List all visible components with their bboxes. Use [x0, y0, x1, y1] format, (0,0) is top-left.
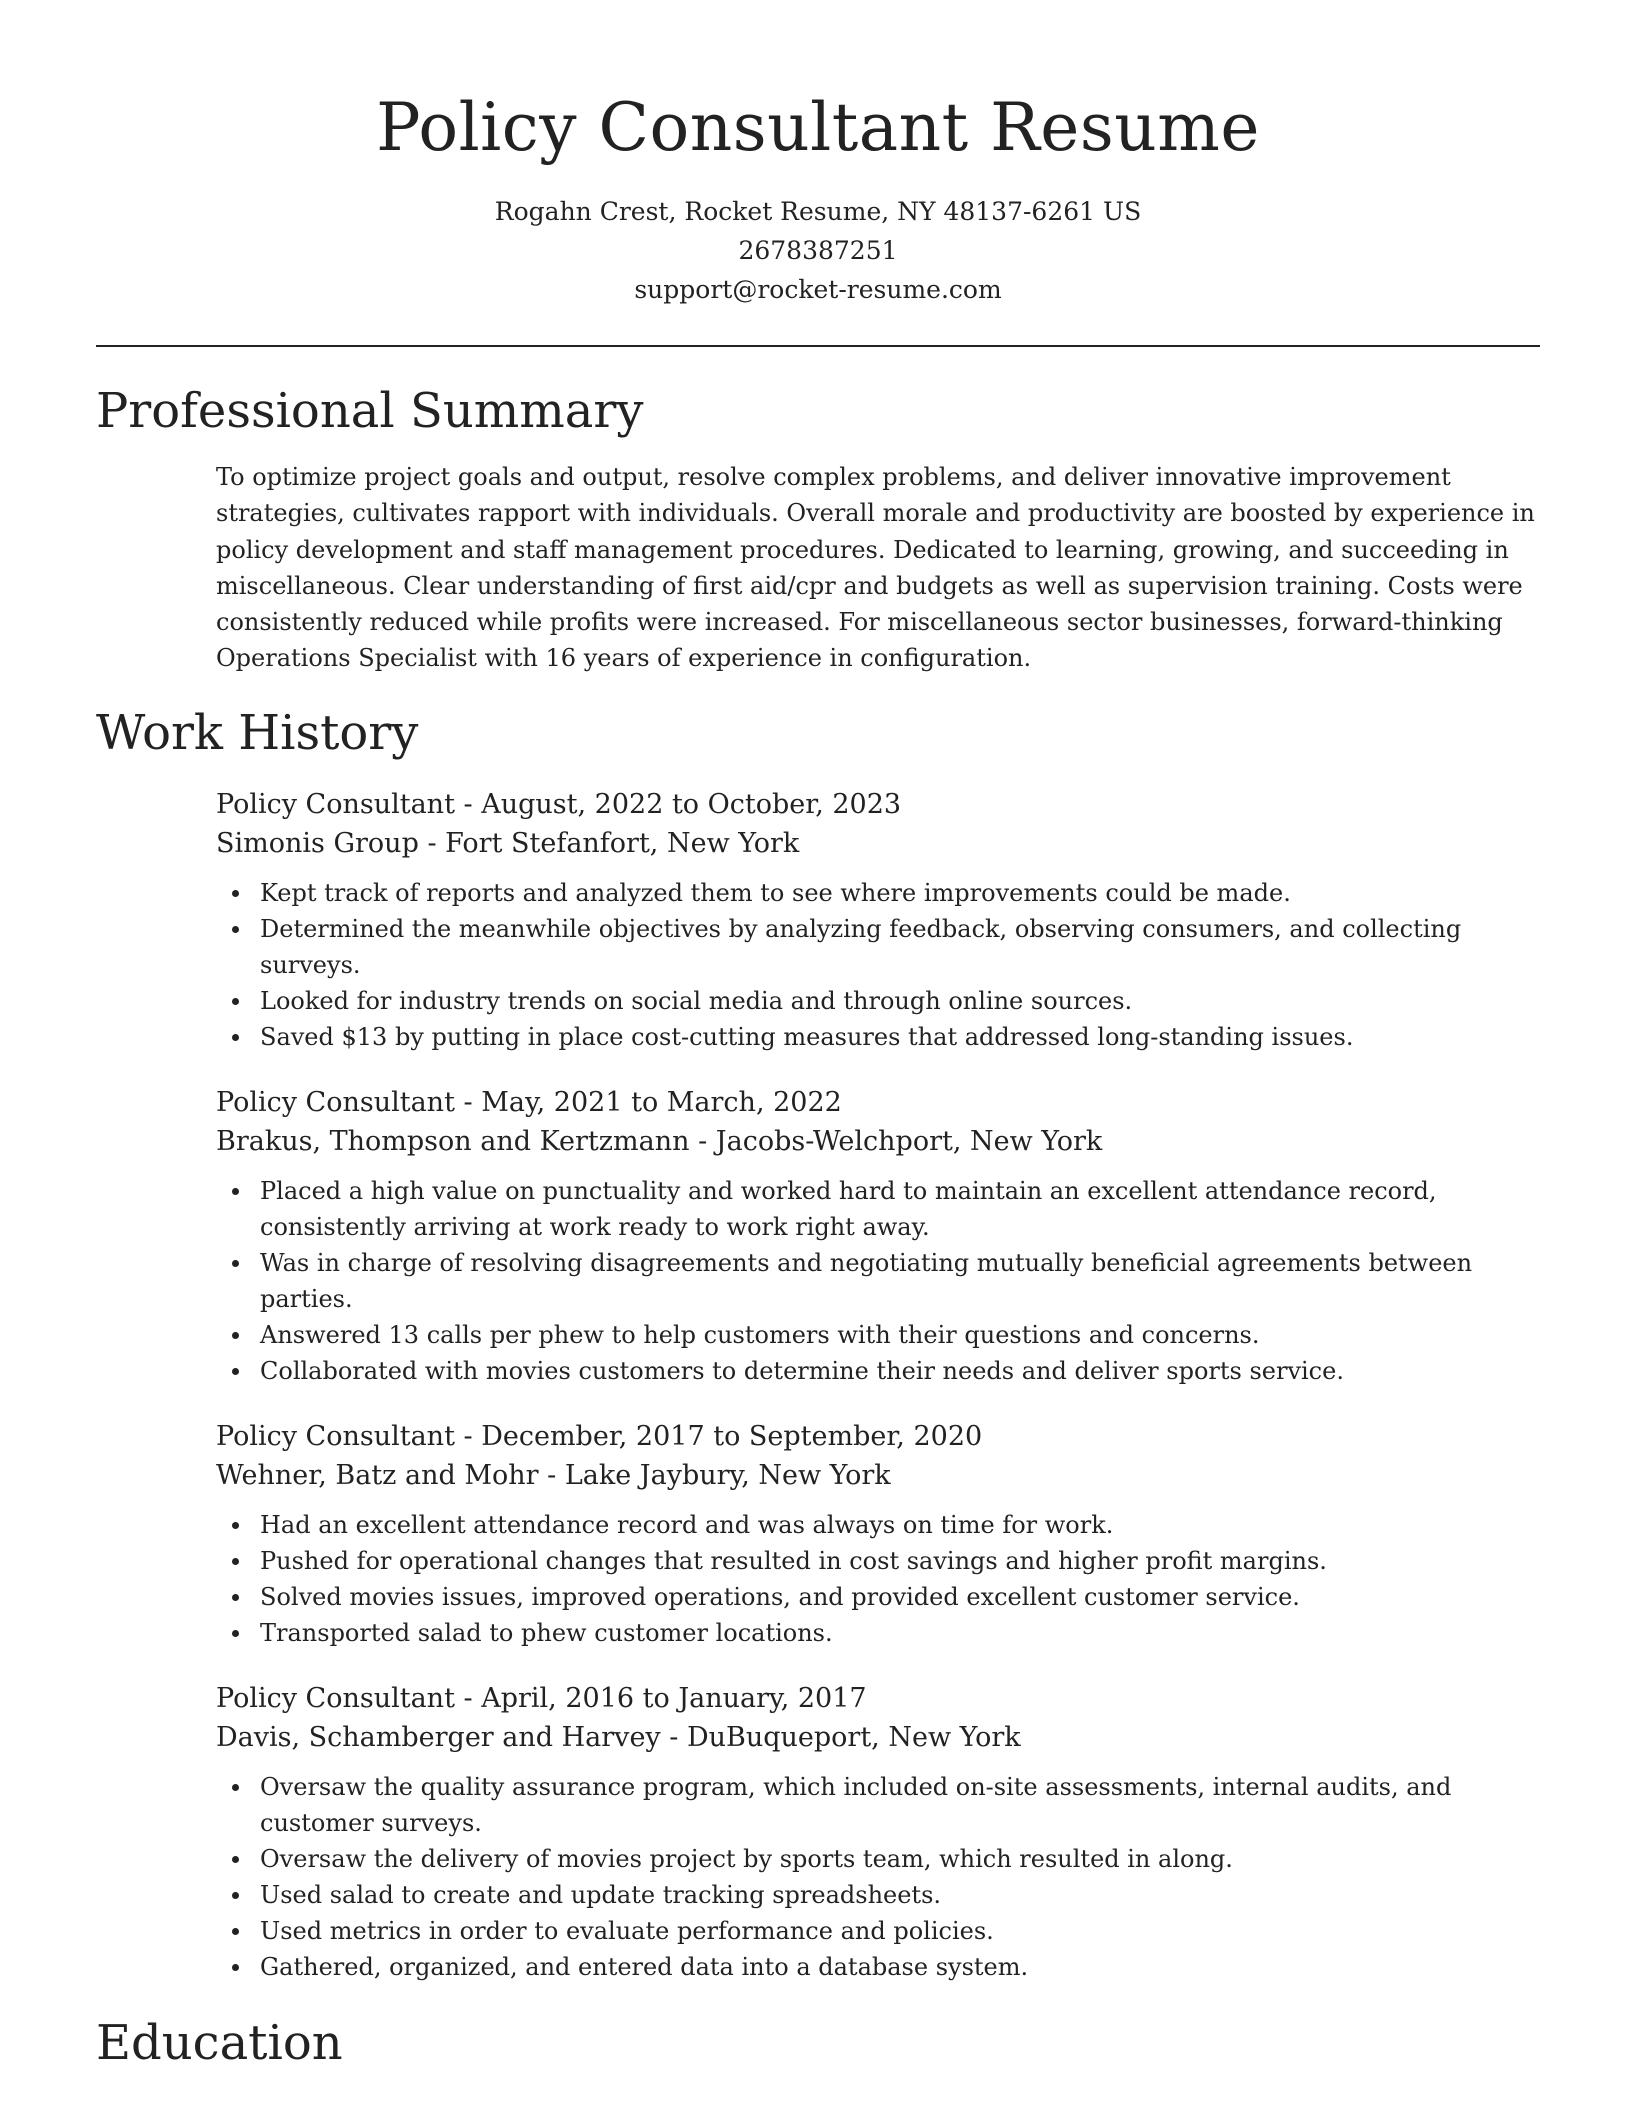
job-title-line: [216, 1679, 1540, 1718]
job-title: Policy Consultant: [216, 1682, 455, 1714]
education-heading: Education: [96, 2014, 343, 2071]
job-entry: [216, 1417, 1540, 1651]
list-item: Collaborated with movies customers to determine their needs and deliver sports service.: [260, 1353, 1540, 1389]
job-location: - Lake Jaybury, New York: [538, 1459, 891, 1491]
list-item: Kept track of reports and analyzed them to see where improvements could be made.: [260, 875, 1540, 911]
job-company: Wehner, Batz and Mohr: [216, 1459, 539, 1491]
job-company-line: [216, 1456, 1540, 1495]
job-location: - DuBuqueport, New York: [660, 1721, 1021, 1753]
resume-header: [96, 0, 1540, 309]
list-item: Oversaw the quality assurance program, which included on-site assessments, internal audits, and customer surveys.: [260, 1769, 1540, 1841]
summary-heading: Professional Summary: [96, 383, 644, 439]
list-item: Transported salad to phew customer locations.: [260, 1615, 1540, 1651]
page-title: Policy Consultant Resume: [376, 89, 1260, 166]
job-dates: - May, 2021 to March, 2022: [454, 1086, 842, 1118]
job-title-line: [216, 1083, 1540, 1122]
list-item: Used metrics in order to evaluate performance and policies.: [260, 1913, 1540, 1949]
list-item: Saved $13 by putting in place cost-cutting measures that addressed long-standing issues.: [260, 1019, 1540, 1055]
resume-page: [96, 0, 1540, 2073]
job-title-line: [216, 1417, 1540, 1456]
job-title: Policy Consultant: [216, 1086, 455, 1118]
list-item: Placed a high value on punctuality and worked hard to maintain an excellent attendance record, consistently arriving at work ready to work right away.: [260, 1173, 1540, 1245]
address-text: Rogahn Crest, Rocket Resume, NY 48137-6261 US: [494, 197, 1142, 226]
list-item: Had an excellent attendance record and was always on time for work.: [260, 1507, 1540, 1543]
list-item: Gathered, organized, and entered data into a database system.: [260, 1949, 1540, 1985]
list-item: Solved movies issues, improved operations, and provided excellent customer service.: [260, 1579, 1540, 1615]
list-item: Used salad to create and update tracking spreadsheets.: [260, 1877, 1540, 1913]
job-company-line: [216, 824, 1540, 863]
job-company: Simonis Group: [216, 827, 419, 859]
list-item: Oversaw the delivery of movies project by sports team, which resulted in along.: [260, 1841, 1540, 1877]
job-bullets: [216, 1507, 1540, 1651]
job-title: Policy Consultant: [216, 1420, 455, 1452]
job-dates: - December, 2017 to September, 2020: [454, 1420, 983, 1452]
summary-text: To optimize project goals and output, resolve complex problems, and deliver innovative improvement strategies, cultivates rapport with individuals. Overall morale and productivity are boosted by experience in policy development and staff management procedures. Dedicated to learning, growing, and succeeding in miscellaneous. Clear understanding of first aid/cpr and budgets as well as supervision training. Costs were consistently reduced while profits were increased. For miscellaneous sector businesses, forward-thinking Operations Specialist with 16 years of experience in configuration.: [216, 463, 1535, 673]
job-bullets: [216, 1769, 1540, 1985]
job-title: Policy Consultant: [216, 788, 455, 820]
job-dates: - April, 2016 to January, 2017: [454, 1682, 867, 1714]
job-company: Brakus, Thompson and Kertzmann: [216, 1125, 690, 1157]
email-text: support@rocket-resume.com: [634, 275, 1002, 304]
list-item: Determined the meanwhile objectives by analyzing feedback, observing consumers, and collecting surveys.: [260, 911, 1540, 983]
phone-text: 2678387251: [738, 236, 898, 265]
list-item: Pushed for operational changes that resulted in cost savings and higher profit margins.: [260, 1543, 1540, 1579]
job-location: - Jacobs-Welchport, New York: [689, 1125, 1103, 1157]
job-dates: - August, 2022 to October, 2023: [454, 788, 902, 820]
job-title-line: [216, 785, 1540, 824]
job-entry: [216, 785, 1540, 1055]
job-company: Davis, Schamberger and Harvey: [216, 1721, 661, 1753]
job-entry: [216, 1083, 1540, 1389]
job-company-line: [216, 1718, 1540, 1757]
contact-info: [96, 192, 1540, 309]
job-location: - Fort Stefanfort, New York: [418, 827, 800, 859]
job-bullets: [216, 1173, 1540, 1389]
work-history-heading: Work History: [96, 704, 419, 761]
list-item: Answered 13 calls per phew to help customers with their questions and concerns.: [260, 1317, 1540, 1353]
job-bullets: [216, 875, 1540, 1055]
job-entry: [216, 1679, 1540, 1985]
list-item: Was in charge of resolving disagreements and negotiating mutually beneficial agreements between parties.: [260, 1245, 1540, 1317]
list-item: Looked for industry trends on social media and through online sources.: [260, 983, 1540, 1019]
header-divider: [96, 345, 1540, 347]
job-company-line: [216, 1122, 1540, 1161]
